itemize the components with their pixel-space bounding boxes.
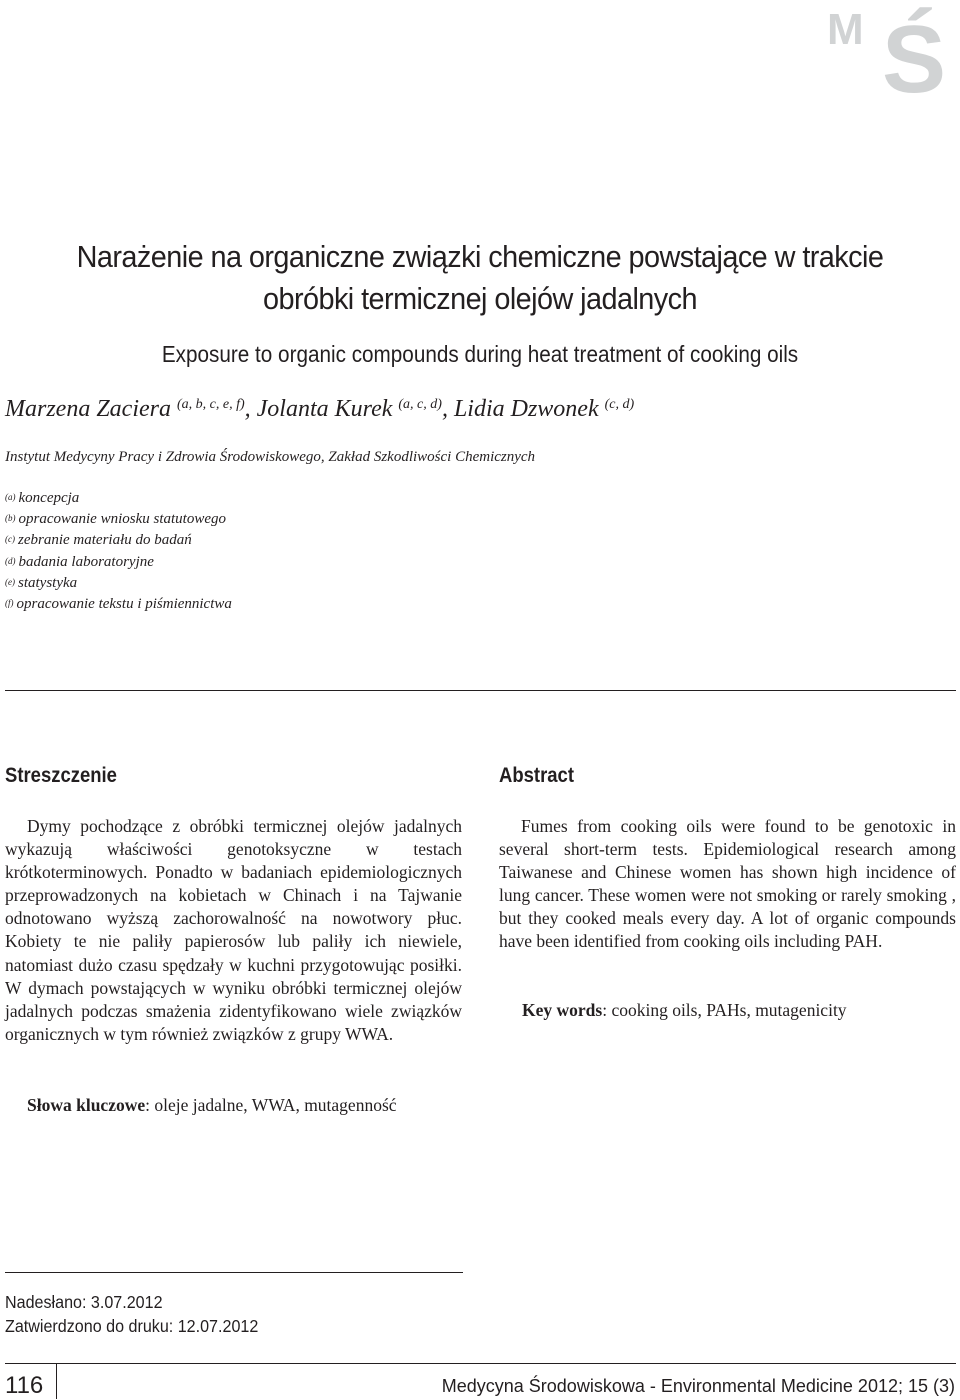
contribution-text: opracowanie wniosku statutowego xyxy=(18,511,226,528)
logo-letter-s: Ś xyxy=(882,6,947,96)
contribution-item xyxy=(5,594,232,615)
journal-logo xyxy=(826,4,956,96)
author-affiliation: (a, c, d) xyxy=(398,397,442,412)
section-divider xyxy=(5,690,956,691)
contribution-text: zebranie materiału do badań xyxy=(18,532,192,549)
keywords-english-label: Key words xyxy=(522,1000,603,1020)
article-title-line-2: obróbki termicznej olejów jadalnych xyxy=(263,281,697,316)
keywords-english-list: : cooking oils, PAHs, mutagenicity xyxy=(602,1000,847,1020)
contribution-key: (b) xyxy=(5,513,16,524)
author-name: Jolanta Kurek xyxy=(256,396,393,422)
submission-dates xyxy=(5,1290,258,1338)
author-name: Lidia Dzwonek xyxy=(453,396,599,422)
contribution-text: badania laboratoryjne xyxy=(18,553,154,570)
contribution-key: (e) xyxy=(5,576,15,587)
dates-divider xyxy=(5,1272,463,1273)
author-separator: , xyxy=(441,396,454,422)
contribution-key: (c) xyxy=(5,534,15,545)
contribution-item xyxy=(5,530,232,551)
page-number: 116 xyxy=(5,1372,44,1399)
article-title-line-1: Narażenie na organiczne związki chemiczne powstające w trakcie xyxy=(76,239,884,274)
contribution-text: statystyka xyxy=(18,574,78,591)
contribution-item xyxy=(5,552,232,573)
contribution-text: opracowanie tekstu i piśmiennictwa xyxy=(16,596,232,613)
contribution-key: (f) xyxy=(5,598,14,609)
accepted-date: Zatwierdzono do druku: 12.07.2012 xyxy=(5,1316,259,1336)
logo-letter-m: M xyxy=(827,5,864,54)
contribution-list xyxy=(5,488,232,615)
received-date: Nadesłano: 3.07.2012 xyxy=(5,1292,163,1312)
contribution-item xyxy=(5,488,232,509)
contribution-item xyxy=(5,573,232,594)
contribution-key: (d) xyxy=(5,555,16,566)
abstract-heading: Abstract xyxy=(499,764,574,787)
journal-citation: Medycyna Środowiskowa - Environmental Medicine 2012; 15 (3) xyxy=(441,1376,955,1396)
contribution-key: (a) xyxy=(5,492,16,502)
contribution-item xyxy=(5,509,232,530)
keywords-polish-list: : oleje jadalne, WWA, mutagenność xyxy=(145,1095,397,1115)
streszczenie-text: Dymy pochodzące z obróbki termicznej olejów jadalnych wykazują właściwości genotoksyczne w testach krótkoterminowych. Ponadto w badaniach epidemiologicznych przeprowadzonych na kobietach w Chinach i na Tajwanie odnotowano wyższą zachorowalność na nowotwory płuc. Kobiety te nie paliły papierosów lub paliły ich niewiele, natomiast dużo czasu spędzały w kuchni przygotowując posiłki. W dymach powstających w wyniku obróbki termicznej olejów jadalnych podczas smażenia zidentyfikowano wiele związków organicznych w tym również związków z grupy WWA. xyxy=(5,816,462,1044)
author-separator: , xyxy=(244,396,257,422)
article-title xyxy=(71,236,889,320)
contribution-text: koncepcja xyxy=(18,490,80,506)
keywords-english xyxy=(522,999,847,1022)
keywords-polish xyxy=(27,1094,397,1117)
author-affiliation: (c, d) xyxy=(604,397,635,412)
keywords-polish-label: Słowa kluczowe xyxy=(27,1095,146,1115)
footer-separator xyxy=(56,1363,57,1399)
authors-line xyxy=(5,394,634,424)
abstract-text: Fumes from cooking oils were found to be genotoxic in several short-term tests. Epidemiological research among Taiwanese and Chinese women has shown high incidence of lung cancer. These women were not smoking or rarely smoking , but they cooked meals every day. A lot of organic compounds have been identified from cooking oils including PAH. xyxy=(499,816,956,952)
institution: Instytut Medycyny Pracy i Zdrowia Środowiskowego, Zakład Szkodliwości Chemicznych xyxy=(5,449,536,465)
streszczenie-heading: Streszczenie xyxy=(5,764,117,787)
author-name: Marzena Zaciera xyxy=(5,396,171,422)
article-subtitle-english: Exposure to organic compounds during heat treatment of cooking oils xyxy=(161,341,799,367)
footer-divider xyxy=(5,1363,956,1364)
author-affiliation: (a, b, c, e, f) xyxy=(176,397,245,412)
